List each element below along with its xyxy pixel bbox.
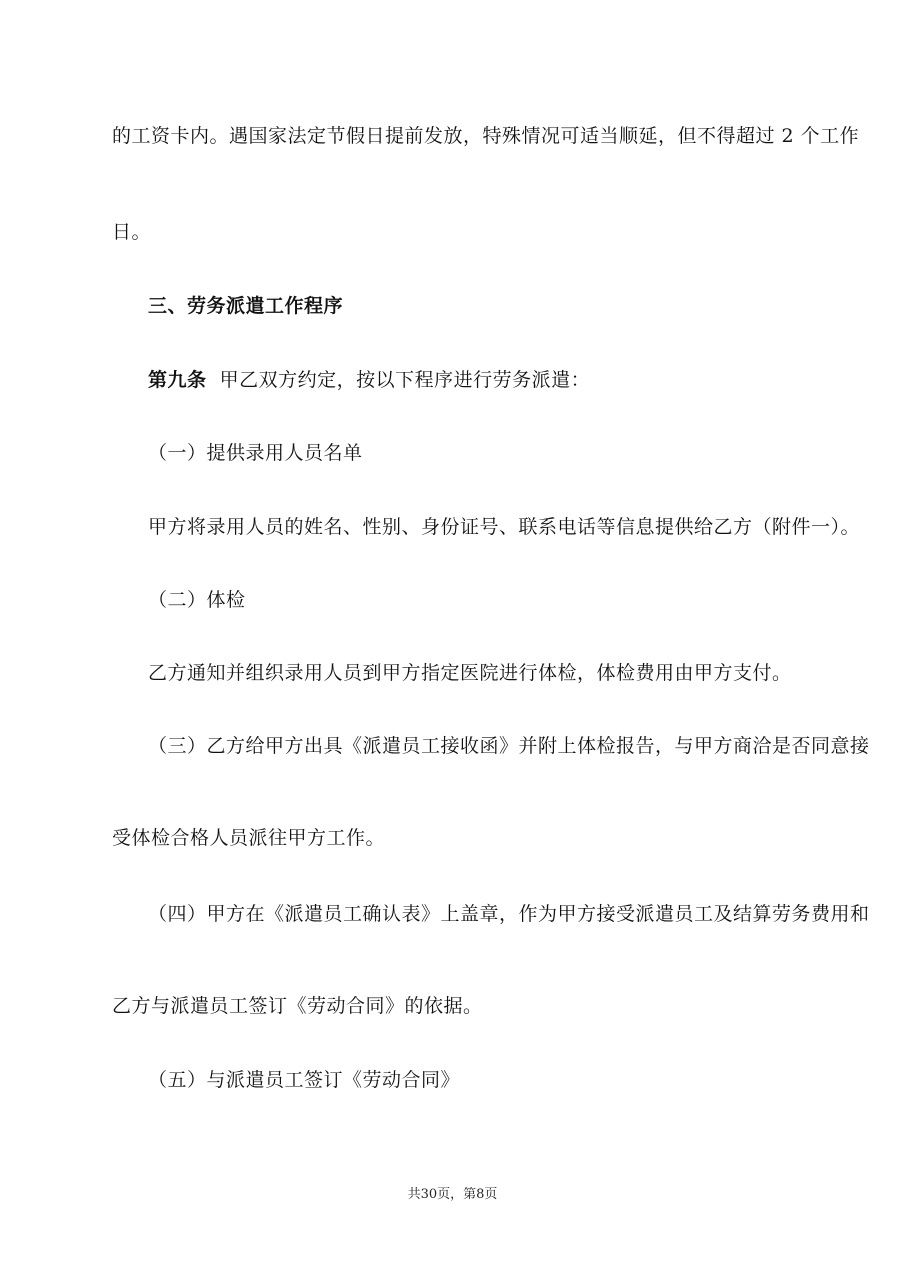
paragraph-line: 乙方通知并组织录用人员到甲方指定医院进行体检，体检费用由甲方支付。 bbox=[148, 662, 792, 684]
paragraph-line: 受体检合格人员派往甲方工作。 bbox=[112, 827, 386, 849]
paragraph-line: （四）甲方在《派遣员工确认表》上盖章，作为甲方接受派遣员工及结算劳务费用和 bbox=[148, 903, 870, 925]
item-heading: （五）与派遣员工签订《劳动合同》 bbox=[148, 1069, 461, 1091]
item-heading: （二）体检 bbox=[148, 589, 246, 611]
paragraph-line: 的工资卡内。遇国家法定节假日提前发放，特殊情况可适当顺延，但不得超过 2 个工作 bbox=[112, 125, 860, 147]
section-heading: 三、劳务派遣工作程序 bbox=[148, 295, 344, 317]
paragraph-line: 甲方将录用人员的姓名、性别、身份证号、联系电话等信息提供给乙方（附件一）。 bbox=[148, 516, 861, 538]
paragraph-line: 日。 bbox=[112, 221, 152, 243]
article-line bbox=[148, 368, 590, 392]
paragraph-line: （三）乙方给甲方出具《派遣员工接收函》并附上体检报告，与甲方商洽是否同意接 bbox=[148, 735, 870, 757]
item-heading: （一）提供录用人员名单 bbox=[148, 442, 363, 464]
paragraph-line: 乙方与派遣员工签订《劳动合同》的依据。 bbox=[112, 995, 483, 1017]
article-text: 甲乙双方约定，按以下程序进行劳务派遣： bbox=[219, 369, 591, 391]
page-footer: 共30页，第8页 bbox=[407, 1187, 498, 1202]
article-label: 第九条 bbox=[148, 369, 207, 391]
